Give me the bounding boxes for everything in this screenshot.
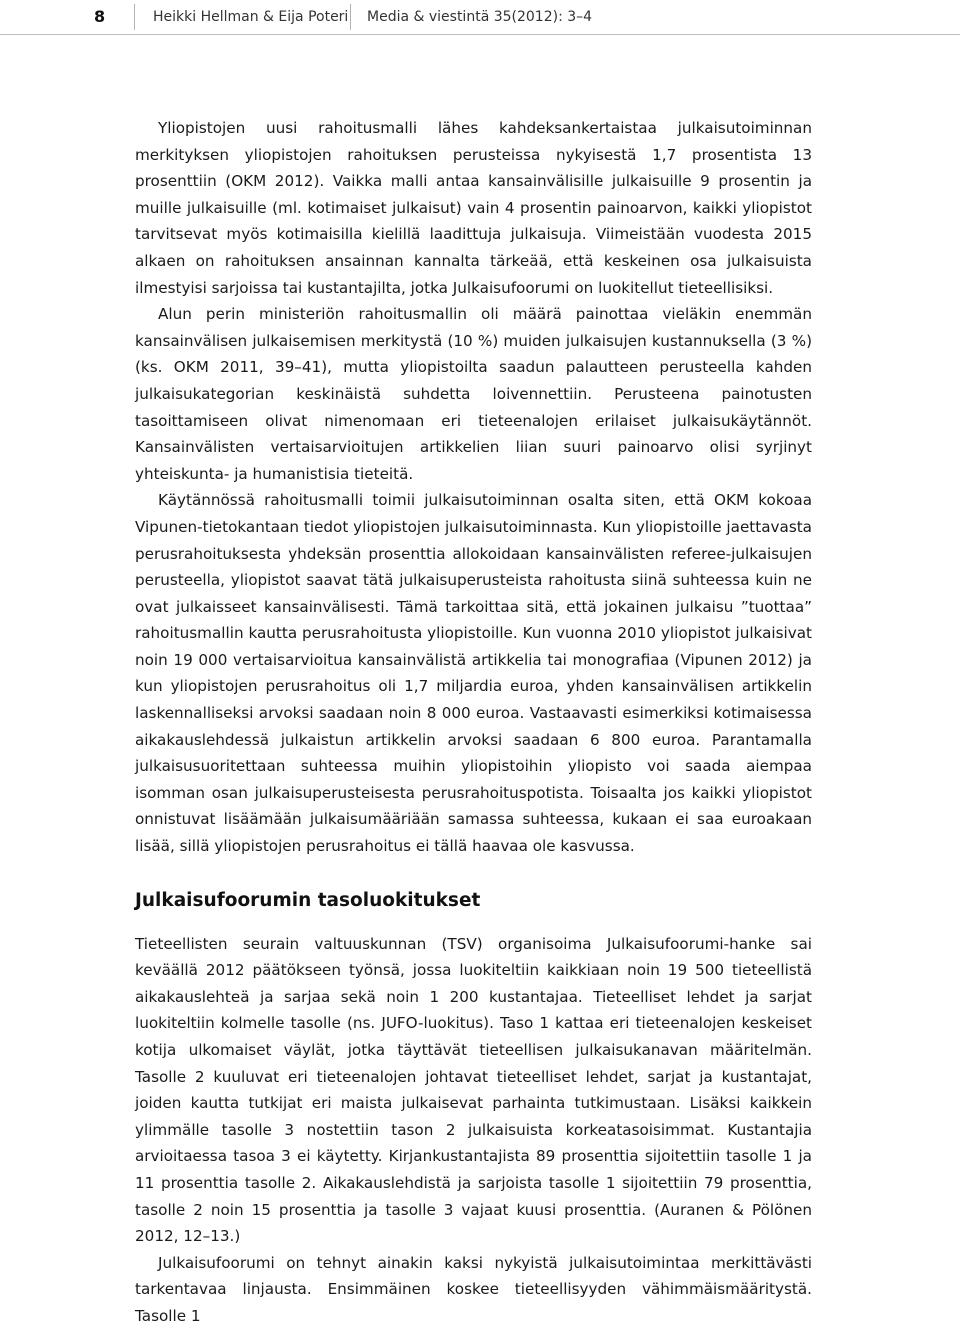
section-heading: Julkaisufoorumin tasoluokitukset [135,889,481,911]
header-divider [134,4,135,30]
header-journal: Media & viestintä 35(2012): 3–4 [367,9,593,25]
running-header [0,0,960,35]
paragraph: Tieteellisten seurain valtuuskunnan (TSV) organisoima Julkaisufoorumi-hanke sai keväällä 2012 päätökseen työnsä, jossa luokiteltiin kaikkiaan noin 19 500 tieteellistä aikakauslehteä ja sarjaa sekä noin 1 200 kustantajaa. Tieteelliset lehdet ja sarjat luokiteltiin kolmelle tasolle (ns. JUFO-luokitus). Taso 1 kattaa eri tieteenalojen keskeiset kotija ulkomaiset väylät, jotka täyttävät tieteellisen julkaisukanavan määritelmän. Tasolle 2 kuuluvat eri tieteenalojen johtavat tieteelliset lehdet, sarjat ja kustantajat, joiden kautta tutkijat eri maista julkaisevat parhainta tutkimustaan. Lisäksi kaikkein ylimmälle tasolle 3 nostettiin tason 2 julkaisuista korkeatasoisimmat. Kustantajia arvioitaessa tasoa 3 ei käytetty. Kirjankustantajista 89 prosenttia sijoitettiin tasolle 1 ja 11 prosenttia tasolle 2. Aikakauslehdistä ja sarjoista tasolle 1 sijoitettiin 79 prosenttia, tasolle 2 noin 15 prosenttia ja tasolle 3 vajaat kuusi prosenttia. (Auranen & Pölönen 2012, 12–13.) [135,934,812,1246]
paragraph: Käytännössä rahoitusmalli toimii julkaisutoiminnan osalta siten, että OKM kokoaa Vipunen-tietokantaan tiedot yliopistojen julkaisutoiminnasta. Kun yliopistoille jaettavasta perusrahoituksesta yhdeksän prosenttia allokoidaan kansainvälisten referee-julkaisujen perusteella, yliopistot saavat tätä julkaisuperusteista rahoitusta siinä suhteessa kuin ne ovat julkaisseet kansainvälisesti. Tämä tarkoittaa sitä, että jokainen julkaisu ”tuottaa” rahoitusmallin kautta perusrahoitusta yliopistoille. Kun vuonna 2010 yliopistot julkaisivat noin 19 000 vertaisarvioitua kansainvälistä artikkelia tai monografiaa (Vipunen 2012) ja kun yliopistojen perusrahoitus oli 1,7 miljardia euroa, yhden kansainvälisen artikkelin laskennalliseksi arvoksi saadaan noin 8 000 euroa. Vastaavasti esimerkiksi kotimaisessa aikakauslehdessä julkaistun artikkelin arvoksi saadaan 6 800 euroa. Parantamalla julkaisusuoritettaan suhteessa muihin yliopistoihin yliopisto voi saada aiempaa isomman osan julkaisuperusteisesta perusrahoituspotista. Toisaalta jos kaikki yliopistot onnistuvat lisäämään julkaisumääriään samassa suhteessa, kukaan ei saa euroakaan lisää, sillä yliopistojen perusrahoitus ei tällä haavaa ole kasvussa. [135,491,812,856]
header-authors: Heikki Hellman & Eija Poteri [153,9,349,25]
header-divider [350,4,351,30]
paragraph: Alun perin ministeriön rahoitusmallin oli määrä painottaa vieläkin enemmän kansainvälisen julkaisemisen merkitystä (10 %) muiden julkaisujen kustannuksella (3 %) (ks. OKM 2011, 39–41), mutta yliopistoilta saadun palautteen perusteella kahden julkaisukategorian keskinäistä suhdetta loivennettiin. Perusteena painotusten tasoittamiseen olivat nimenomaan eri tieteenalojen erilaiset julkaisukäytännöt. Kansainvälisten vertaisarvioitujen artikkelien liian suuri painoarvo olisi syrjinyt yhteiskunta- ja humanistisia tieteitä. [135,305,812,483]
paragraph: Yliopistojen uusi rahoitusmalli lähes kahdeksankertaistaa julkaisutoiminnan merkityksen yliopistojen rahoituksen perusteissa nykyisestä 1,7 prosentista 13 prosenttiin (OKM 2012). Vaikka malli antaa kansainvälisille julkaisuille 9 prosentin ja muille julkaisuille (ml. kotimaiset julkaisut) vain 4 prosentin painoarvon, kaikki yliopistot tarvitsevat myös kotimaisilla kielillä laadittuja julkaisuja. Viimeistään vuodesta 2015 alkaen on rahoituksen ansainnan kannalta tärkeää, että keskeinen osa julkaisuista ilmestyisi sarjoissa tai kustantajilta, jotka Julkaisufoorumi on luokitellut tieteellisiksi. [135,119,812,297]
paragraph: Julkaisufoorumi on tehnyt ainakin kaksi nykyistä julkaisutoimintaa merkittävästi tarkentavaa linjausta. Ensimmäinen koskee tieteellisyyden vähimmäismääritystä. Tasolle 1 [135,1253,812,1325]
article-body [135,115,812,1330]
page-number: 8 [94,7,106,26]
